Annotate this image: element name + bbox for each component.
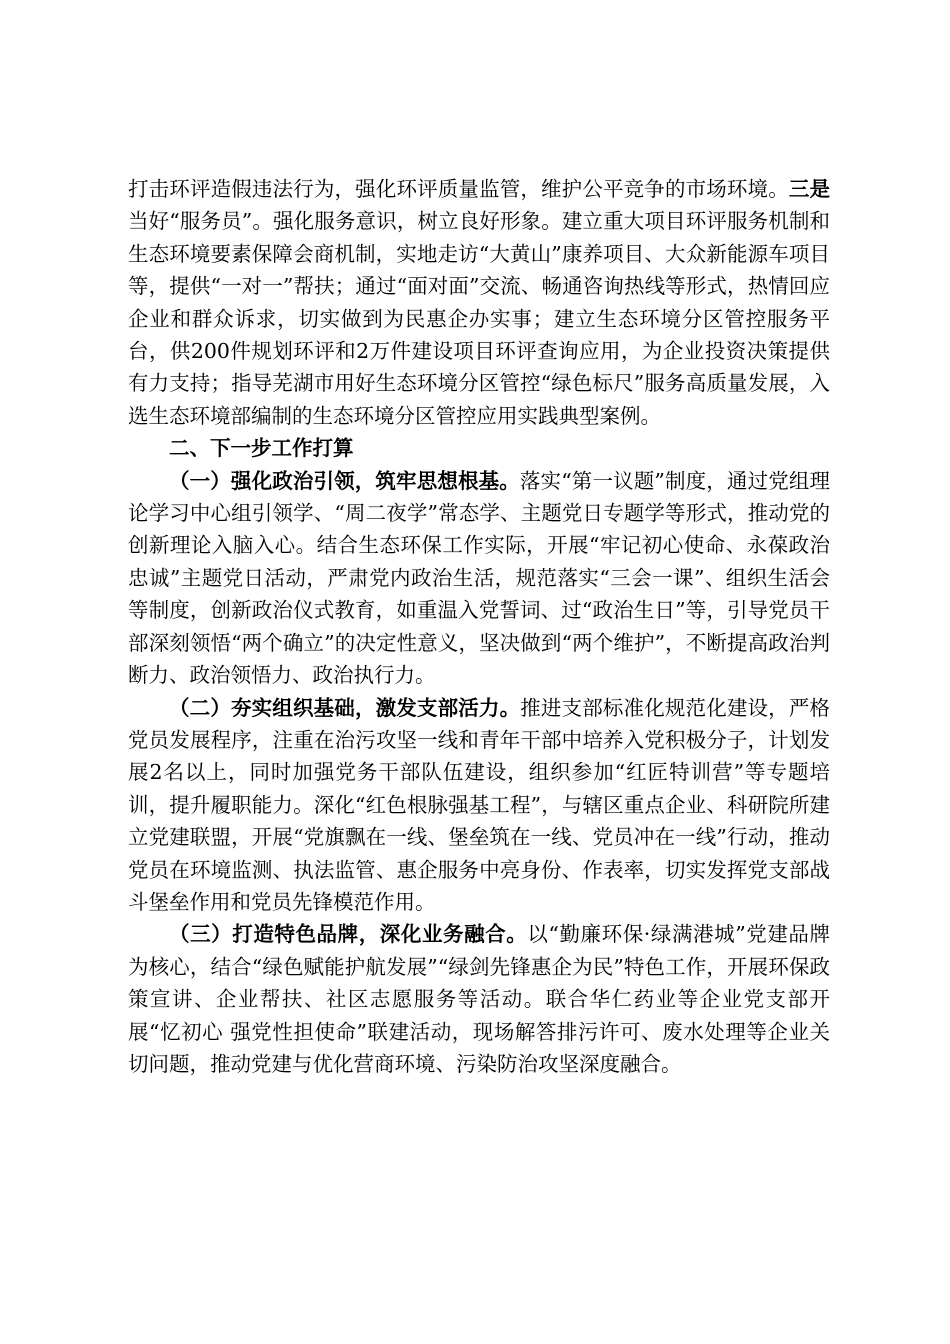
document-page xyxy=(128,173,830,1080)
paragraph-lead: 三是 xyxy=(788,177,831,201)
paragraph-item-3 xyxy=(128,918,830,1080)
paragraph-lead: （三）打造特色品牌，深化业务融合。 xyxy=(169,922,528,947)
section-heading: 二、下一步工作打算 xyxy=(169,436,354,461)
paragraph-item-2 xyxy=(128,692,830,919)
paragraph-service xyxy=(128,173,830,432)
paragraph-lead: （一）强化政治引领，筑牢思想根基。 xyxy=(169,468,520,493)
paragraph-text: 打击环评造假违法行为，强化环评质量监管，维护公平竞争的市场环境。 xyxy=(128,177,789,201)
paragraph-text: 当好“服务员”。强化服务意识，树立良好形象。建立重大项目环评服务机制和生态环境要素保障会商机制，实地走访“大黄山”康养项目、大众新能源车项目等，提供“一对一”帮扶；通过“面对面”交流、畅通咨询热线等形式，热情回应企业和群众诉求，切实做到为民惠企办实事；建立生态环境分区管控服务平台，供200件规划环评和2万件建设项目环评查询应用，为企业投资决策提供有力支持；指导芜湖市用好生态环境分区管控“绿色标尺”服务高质量发展，入选生态环境部编制的生态环境分区管控应用实践典型案例。 xyxy=(128,209,830,428)
paragraph-text: 落实“第一议题”制度，通过党组理论学习中心组引领学、“周二夜学”常态学、主题党日专题学等形式，推动党的创新理论入脑入心。结合生态环保工作实际，开展“牢记初心使命、永葆政治忠诚”主题党日活动，严肃党内政治生活，规范落实“三会一课”、组织生活会等制度，创新政治仪式教育，如重温入党誓词、过“政治生日”等，引导党员干部深刻领悟“两个确立”的决定性意义，坚决做到“两个维护”，不断提高政治判断力、政治领悟力、政治执行力。 xyxy=(128,468,830,688)
paragraph-text: 以“勤廉环保·绿满港城”党建品牌为核心，结合“绿色赋能护航发展”“绿剑先锋惠企为民”特色工作，开展环保政策宣讲、企业帮扶、社区志愿服务等活动。联合华仁药业等企业党支部开展“忆初心 强党性担使命”联建活动，现场解答排污许可、废水处理等企业关切问题，推动党建与优化营商环境、污染防治攻坚深度融合。 xyxy=(128,922,830,1076)
paragraph-lead: （二）夯实组织基础，激发支部活力。 xyxy=(169,695,521,720)
paragraph-text: 推进支部标准化规范化建设，严格党员发展程序，注重在治污攻坚一线和青年干部中培养入党积极分子，计划发展2名以上，同时加强党务干部队伍建设，组织参加“红匠特训营”等专题培训，提升履职能力。深化“红色根脉强基工程”，与辖区重点企业、科研院所建立党建联盟，开展“党旗飘在一线、堡垒筑在一线、党员冲在一线”行动，推动党员在环境监测、执法监管、惠企服务中亮身份、作表率，切实发挥党支部战斗堡垒作用和党员先锋模范作用。 xyxy=(128,695,831,914)
paragraph-item-1 xyxy=(128,465,830,692)
